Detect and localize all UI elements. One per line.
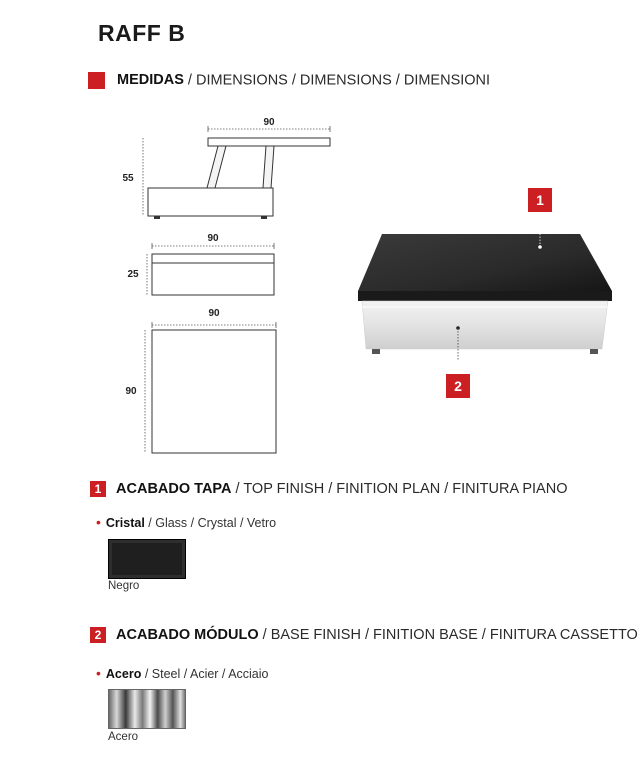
steel-swatch	[108, 689, 186, 729]
base-material-rest: / Steel / Acier / Acciaio	[141, 667, 269, 681]
product-title: RAFF B	[98, 20, 186, 46]
closed-height-label: 25	[127, 269, 139, 280]
base-swatch-label: Acero	[108, 731, 139, 743]
raised-view-drawing	[122, 117, 330, 219]
top-finish-heading-bold: ACABADO TAPA	[116, 481, 232, 497]
technical-drawings	[100, 105, 360, 465]
dimensions-heading	[88, 72, 490, 89]
red-square-icon	[88, 72, 105, 89]
top-finish-heading	[90, 481, 567, 497]
closed-width-label: 90	[207, 233, 219, 244]
base-finish-number: 2	[90, 627, 106, 643]
callout-2: 2	[446, 374, 470, 398]
raised-width-label: 90	[263, 117, 275, 128]
bullet-icon: •	[96, 665, 101, 681]
top-view-drawing	[125, 308, 276, 453]
top-swatch-label: Negro	[108, 580, 140, 592]
base-finish-heading	[90, 627, 638, 643]
top-depth-label: 90	[125, 386, 137, 397]
top-material-rest: / Glass / Crystal / Vetro	[144, 516, 277, 530]
top-finish-material	[96, 514, 276, 530]
base-finish-material	[96, 665, 269, 681]
dimensions-heading-rest: / DIMENSIONS / DIMENSIONS / DIMENSIONI	[183, 72, 491, 89]
base-finish-heading-bold: ACABADO MÓDULO	[116, 627, 259, 643]
top-material-bold: Cristal	[105, 516, 145, 530]
raised-height-label: 55	[122, 173, 134, 184]
bullet-icon: •	[96, 514, 101, 530]
black-glass-swatch	[108, 539, 186, 579]
base-material-bold: Acero	[105, 667, 142, 681]
top-width-label: 90	[208, 308, 220, 319]
base-finish-heading-rest: / BASE FINISH / FINITION BASE / FINITURA CASSETTO	[258, 627, 638, 643]
top-finish-heading-rest: / TOP FINISH / FINITION PLAN / FINITURA PIANO	[231, 481, 568, 497]
callout-1: 1	[528, 188, 552, 212]
dimensions-heading-bold: MEDIDAS	[117, 72, 184, 89]
top-finish-number: 1	[90, 481, 106, 497]
closed-view-drawing	[127, 233, 274, 295]
product-render	[350, 225, 620, 360]
